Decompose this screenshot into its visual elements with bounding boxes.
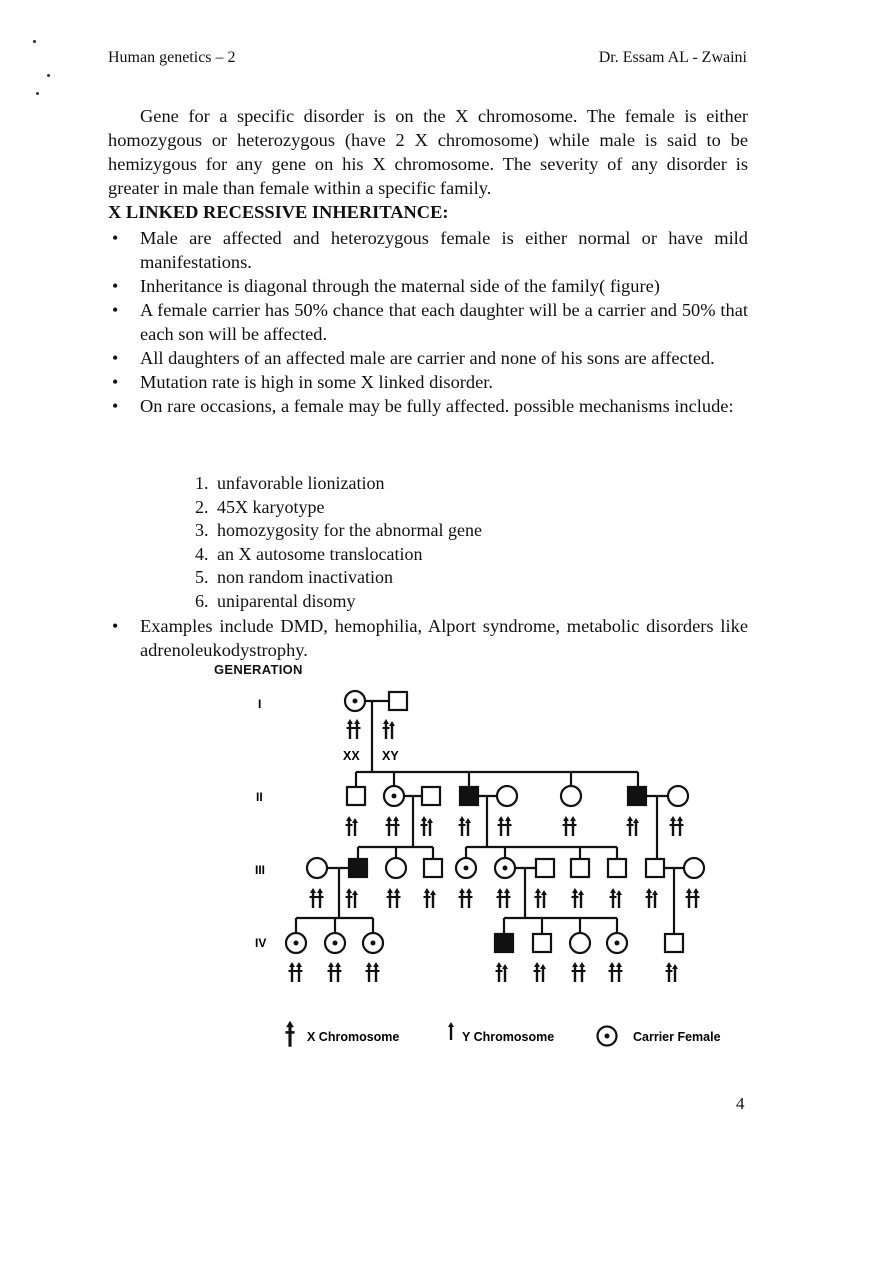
normal-female bbox=[386, 858, 406, 878]
normal-female bbox=[684, 858, 704, 878]
mechanism-text: homozygosity for the abnormal gene bbox=[217, 520, 482, 540]
mechanism-number: 6. bbox=[195, 590, 209, 611]
examples-bullet: • Examples include DMD, hemophilia, Alport syndrome, metabolic disorders like adrenoleukodystrophy. bbox=[108, 614, 748, 662]
normal-female bbox=[497, 786, 517, 806]
mechanism-number: 1. bbox=[195, 473, 209, 493]
normal-male bbox=[347, 787, 365, 805]
affected-male bbox=[349, 859, 367, 877]
generation-label: III bbox=[255, 863, 266, 877]
affected-male bbox=[460, 787, 478, 805]
carrier-dot bbox=[371, 941, 376, 946]
carrier-dot bbox=[392, 794, 397, 799]
carrier-dot bbox=[294, 941, 299, 946]
genotype-label: XY bbox=[382, 749, 399, 763]
normal-female bbox=[561, 786, 581, 806]
mechanism-text: non random inactivation bbox=[217, 567, 393, 587]
mechanism-number: 3. bbox=[195, 520, 209, 540]
affected-male bbox=[628, 787, 646, 805]
bullet-item: • All daughters of an affected male are carrier and none of his sons are affected. bbox=[108, 346, 748, 370]
legend-carrier-female: Carrier Female bbox=[633, 1030, 721, 1044]
normal-male bbox=[646, 859, 664, 877]
normal-female bbox=[668, 786, 688, 806]
header-author: Dr. Essam AL - Zwaini bbox=[598, 49, 747, 66]
mechanism-text: uniparental disomy bbox=[217, 590, 356, 611]
genotype-label: XX bbox=[343, 749, 360, 763]
normal-male bbox=[422, 787, 440, 805]
normal-male bbox=[608, 859, 626, 877]
normal-male bbox=[571, 859, 589, 877]
x-chromosome-icon bbox=[285, 1021, 294, 1047]
affected-male bbox=[495, 934, 513, 952]
generation-label: II bbox=[256, 790, 263, 804]
mechanism-text: unfavorable lionization bbox=[217, 473, 385, 493]
figure-legend bbox=[285, 1021, 720, 1047]
header-course-title: Human genetics – 2 bbox=[108, 49, 236, 66]
normal-male bbox=[533, 934, 551, 952]
carrier-dot bbox=[333, 941, 338, 946]
carrier-dot bbox=[615, 941, 620, 946]
carrier-dot bbox=[464, 866, 469, 871]
generation-label: IV bbox=[255, 936, 267, 950]
carrier-dot bbox=[503, 866, 508, 871]
section-heading: X LINKED RECESSIVE INHERITANCE: bbox=[108, 202, 449, 222]
carrier-dot bbox=[353, 699, 358, 704]
bullet-item: • Mutation rate is high in some X linked disorder. bbox=[108, 370, 748, 394]
mechanism-number: 2. bbox=[195, 496, 209, 517]
mechanism-number: 4. bbox=[195, 543, 209, 564]
normal-male bbox=[665, 934, 683, 952]
intro-paragraph: Gene for a specific disorder is on the X chromosome. The female is either homozygous or heterozygous (have 2 X chromosome) while male is said to be hemizygous for any gene on his X chromosome. The severity of any disorder is greater in male than female within a specific family. bbox=[108, 106, 748, 198]
generation-label: I bbox=[258, 697, 262, 711]
normal-male bbox=[389, 692, 407, 710]
mechanism-number: 5. bbox=[195, 567, 209, 587]
mechanism-text: an X autosome translocation bbox=[217, 543, 423, 564]
normal-female bbox=[307, 858, 327, 878]
bullet-item: • Inheritance is diagonal through the maternal side of the family( figure) bbox=[108, 274, 748, 298]
page-number: 4 bbox=[736, 1094, 745, 1113]
mechanism-text: 45X karyotype bbox=[217, 496, 325, 517]
normal-female bbox=[570, 933, 590, 953]
legend-y-chromosome: Y Chromosome bbox=[462, 1030, 555, 1044]
normal-male bbox=[536, 859, 554, 877]
legend-x-chromosome: X Chromosome bbox=[307, 1030, 400, 1044]
bullet-item: • A female carrier has 50% chance that each daughter will be a carrier and 50% that each son will be affected. bbox=[108, 298, 748, 346]
bullet-item: • Male are affected and heterozygous female is either normal or have mild manifestations. bbox=[108, 226, 748, 274]
carrier-dot bbox=[605, 1034, 610, 1039]
bullet-item: • On rare occasions, a female may be fully affected. possible mechanisms include: bbox=[108, 394, 748, 418]
y-chromosome-icon bbox=[448, 1022, 454, 1040]
normal-male bbox=[424, 859, 442, 877]
figure-label: GENERATION bbox=[214, 662, 303, 677]
